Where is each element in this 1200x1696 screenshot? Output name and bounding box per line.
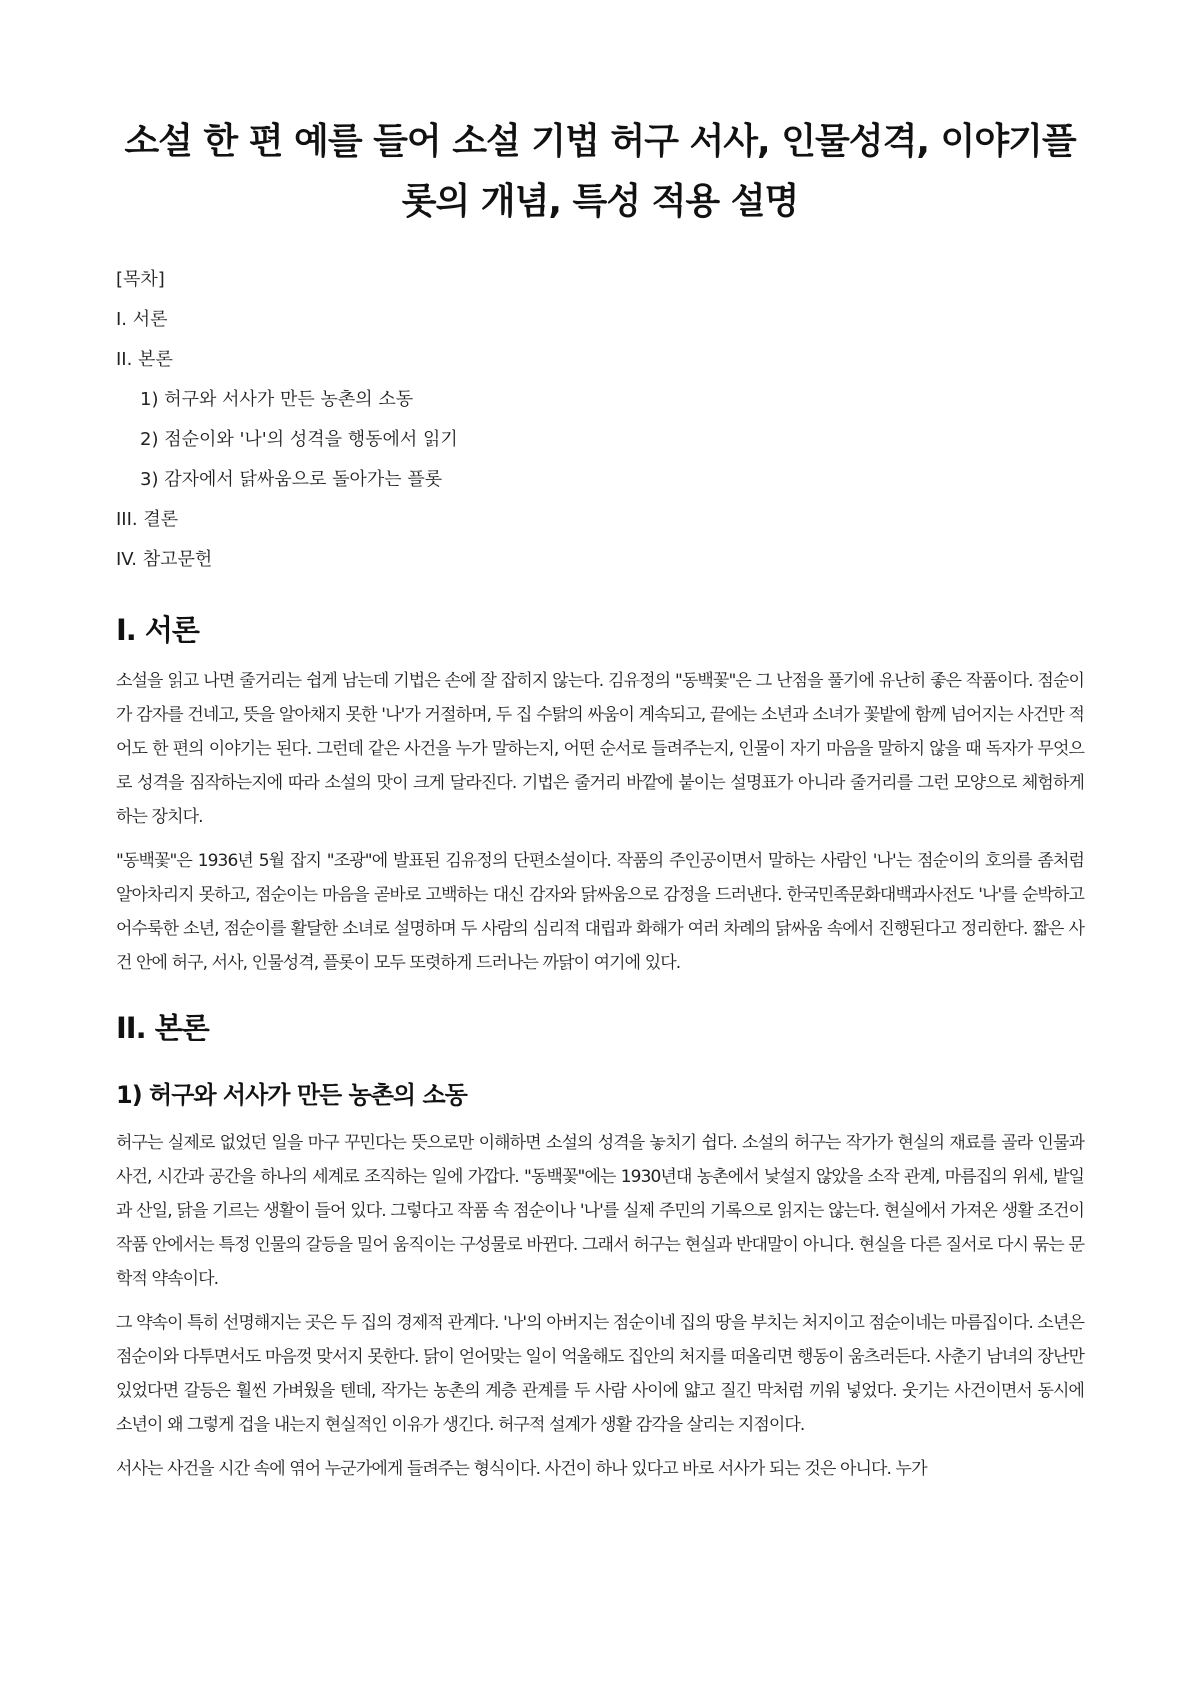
paragraph: 허구는 실제로 없었던 일을 마구 꾸민다는 뜻으로만 이해하면 소설의 성격을 놓치기 쉽다. 소설의 허구는 작가가 현실의 재료를 골라 인물과 사건, 시간과 공간을 하나의 세계로 조직하는 일에 가깝다. "동백꽃"에는 1930년대 농촌에서 낯설지 않았을 소작 관계, 마름집의 위세, 밭일과 산일, 닭을 기르는 생활이 들어 있다. 그렇다고 작품 속 점순이나 '나'를 실제 주민의 기록으로 읽지는 않는다. 현실에서 가져온 생활 조건이 작품 안에서는 특정 인물의 갈등을 밀어 움직이는 구성물로 바뀐다. 그래서 허구는 현실과 반대말이 아니다. 현실을 다른 질서로 다시 묶는 문학적 약속이다.	[116, 1133, 1084, 1289]
table-of-contents	[116, 260, 1084, 580]
paragraph: 서사는 사건을 시간 속에 엮어 누군가에게 들려주는 형식이다. 사건이 하나 있다고 바로 서사가 되는 것은 아니다. 누가	[116, 1459, 927, 1479]
toc-item: II. 본론	[116, 349, 173, 370]
section-heading-body: II. 본론	[116, 1011, 209, 1045]
toc-item: IV. 참고문헌	[116, 549, 213, 570]
toc-subitem: 1) 허구와 서사가 만든 농촌의 소동	[140, 389, 414, 410]
toc-item: I. 서론	[116, 309, 168, 330]
paragraph: "동백꽃"은 1936년 5월 잡지 "조광"에 발표된 김유정의 단편소설이다. 작품의 주인공이면서 말하는 사람인 '나'는 점순이의 호의를 좀처럼 알아차리지 못하고, 점순이는 마음을 곧바로 고백하는 대신 감자와 닭싸움으로 감정을 드러낸다. 한국민족문화대백과사전도 '나'를 순박하고 어수룩한 소년, 점순이를 활달한 소녀로 설명하며 두 사람의 심리적 대립과 화해가 여러 차례의 닭싸움 속에서 진행된다고 정리한다. 짧은 사건 안에 허구, 서사, 인물성격, 플롯이 모두 또렷하게 드러나는 까닭이 여기에 있다.	[116, 851, 1084, 973]
section-heading-introduction: I. 서론	[116, 613, 199, 647]
paragraph: 그 약속이 특히 선명해지는 곳은 두 집의 경제적 관계다. '나'의 아버지는 점순이네 집의 땅을 부치는 처지이고 점순이네는 마름집이다. 소년은 점순이와 다투면서도 마음껏 맞서지 못한다. 닭이 얻어맞는 일이 억울해도 집안의 처지를 떠올리면 행동이 움츠러든다. 사춘기 남녀의 장난만 있었다면 갈등은 훨씬 가벼웠을 텐데, 작가는 농촌의 계층 관계를 두 사람 사이에 얇고 질긴 막처럼 끼워 넣었다. 웃기는 사건이면서 동시에 소년이 왜 그렇게 겁을 내는지 현실적인 이유가 생긴다. 허구적 설계가 생활 감각을 살리는 지점이다.	[116, 1313, 1084, 1435]
toc-subitem: 3) 감자에서 닭싸움으로 돌아가는 플롯	[140, 469, 443, 490]
paragraph: 소설을 읽고 나면 줄거리는 쉽게 남는데 기법은 손에 잘 잡히지 않는다. 김유정의 "동백꽃"은 그 난점을 풀기에 유난히 좋은 작품이다. 점순이가 감자를 건네고, 뜻을 알아채지 못한 '나'가 거절하며, 두 집 수탉의 싸움이 계속되고, 끝에는 소년과 소녀가 꽃밭에 함께 넘어지는 사건만 적어도 한 편의 이야기는 된다. 그런데 같은 사건을 누가 말하는지, 어떤 순서로 들려주는지, 인물이 자기 마음을 말하지 않을 때 독자가 무엇으로 성격을 짐작하는지에 따라 소설의 맛이 크게 달라진다. 기법은 줄거리 바깥에 붙이는 설명표가 아니라 줄거리를 그런 모양으로 체험하게 하는 장치다.	[116, 671, 1084, 827]
toc-item: III. 결론	[116, 509, 179, 530]
document-title: 소설 한 편 예를 들어 소설 기법 허구 서사, 인물성격, 이야기플롯의 개념, 특성 적용 설명	[124, 121, 1076, 222]
toc-heading: [목차]	[116, 269, 165, 290]
subsection-heading: 1) 허구와 서사가 만든 농촌의 소동	[116, 1081, 467, 1109]
toc-subitem: 2) 점순이와 '나'의 성격을 행동에서 읽기	[140, 429, 458, 450]
